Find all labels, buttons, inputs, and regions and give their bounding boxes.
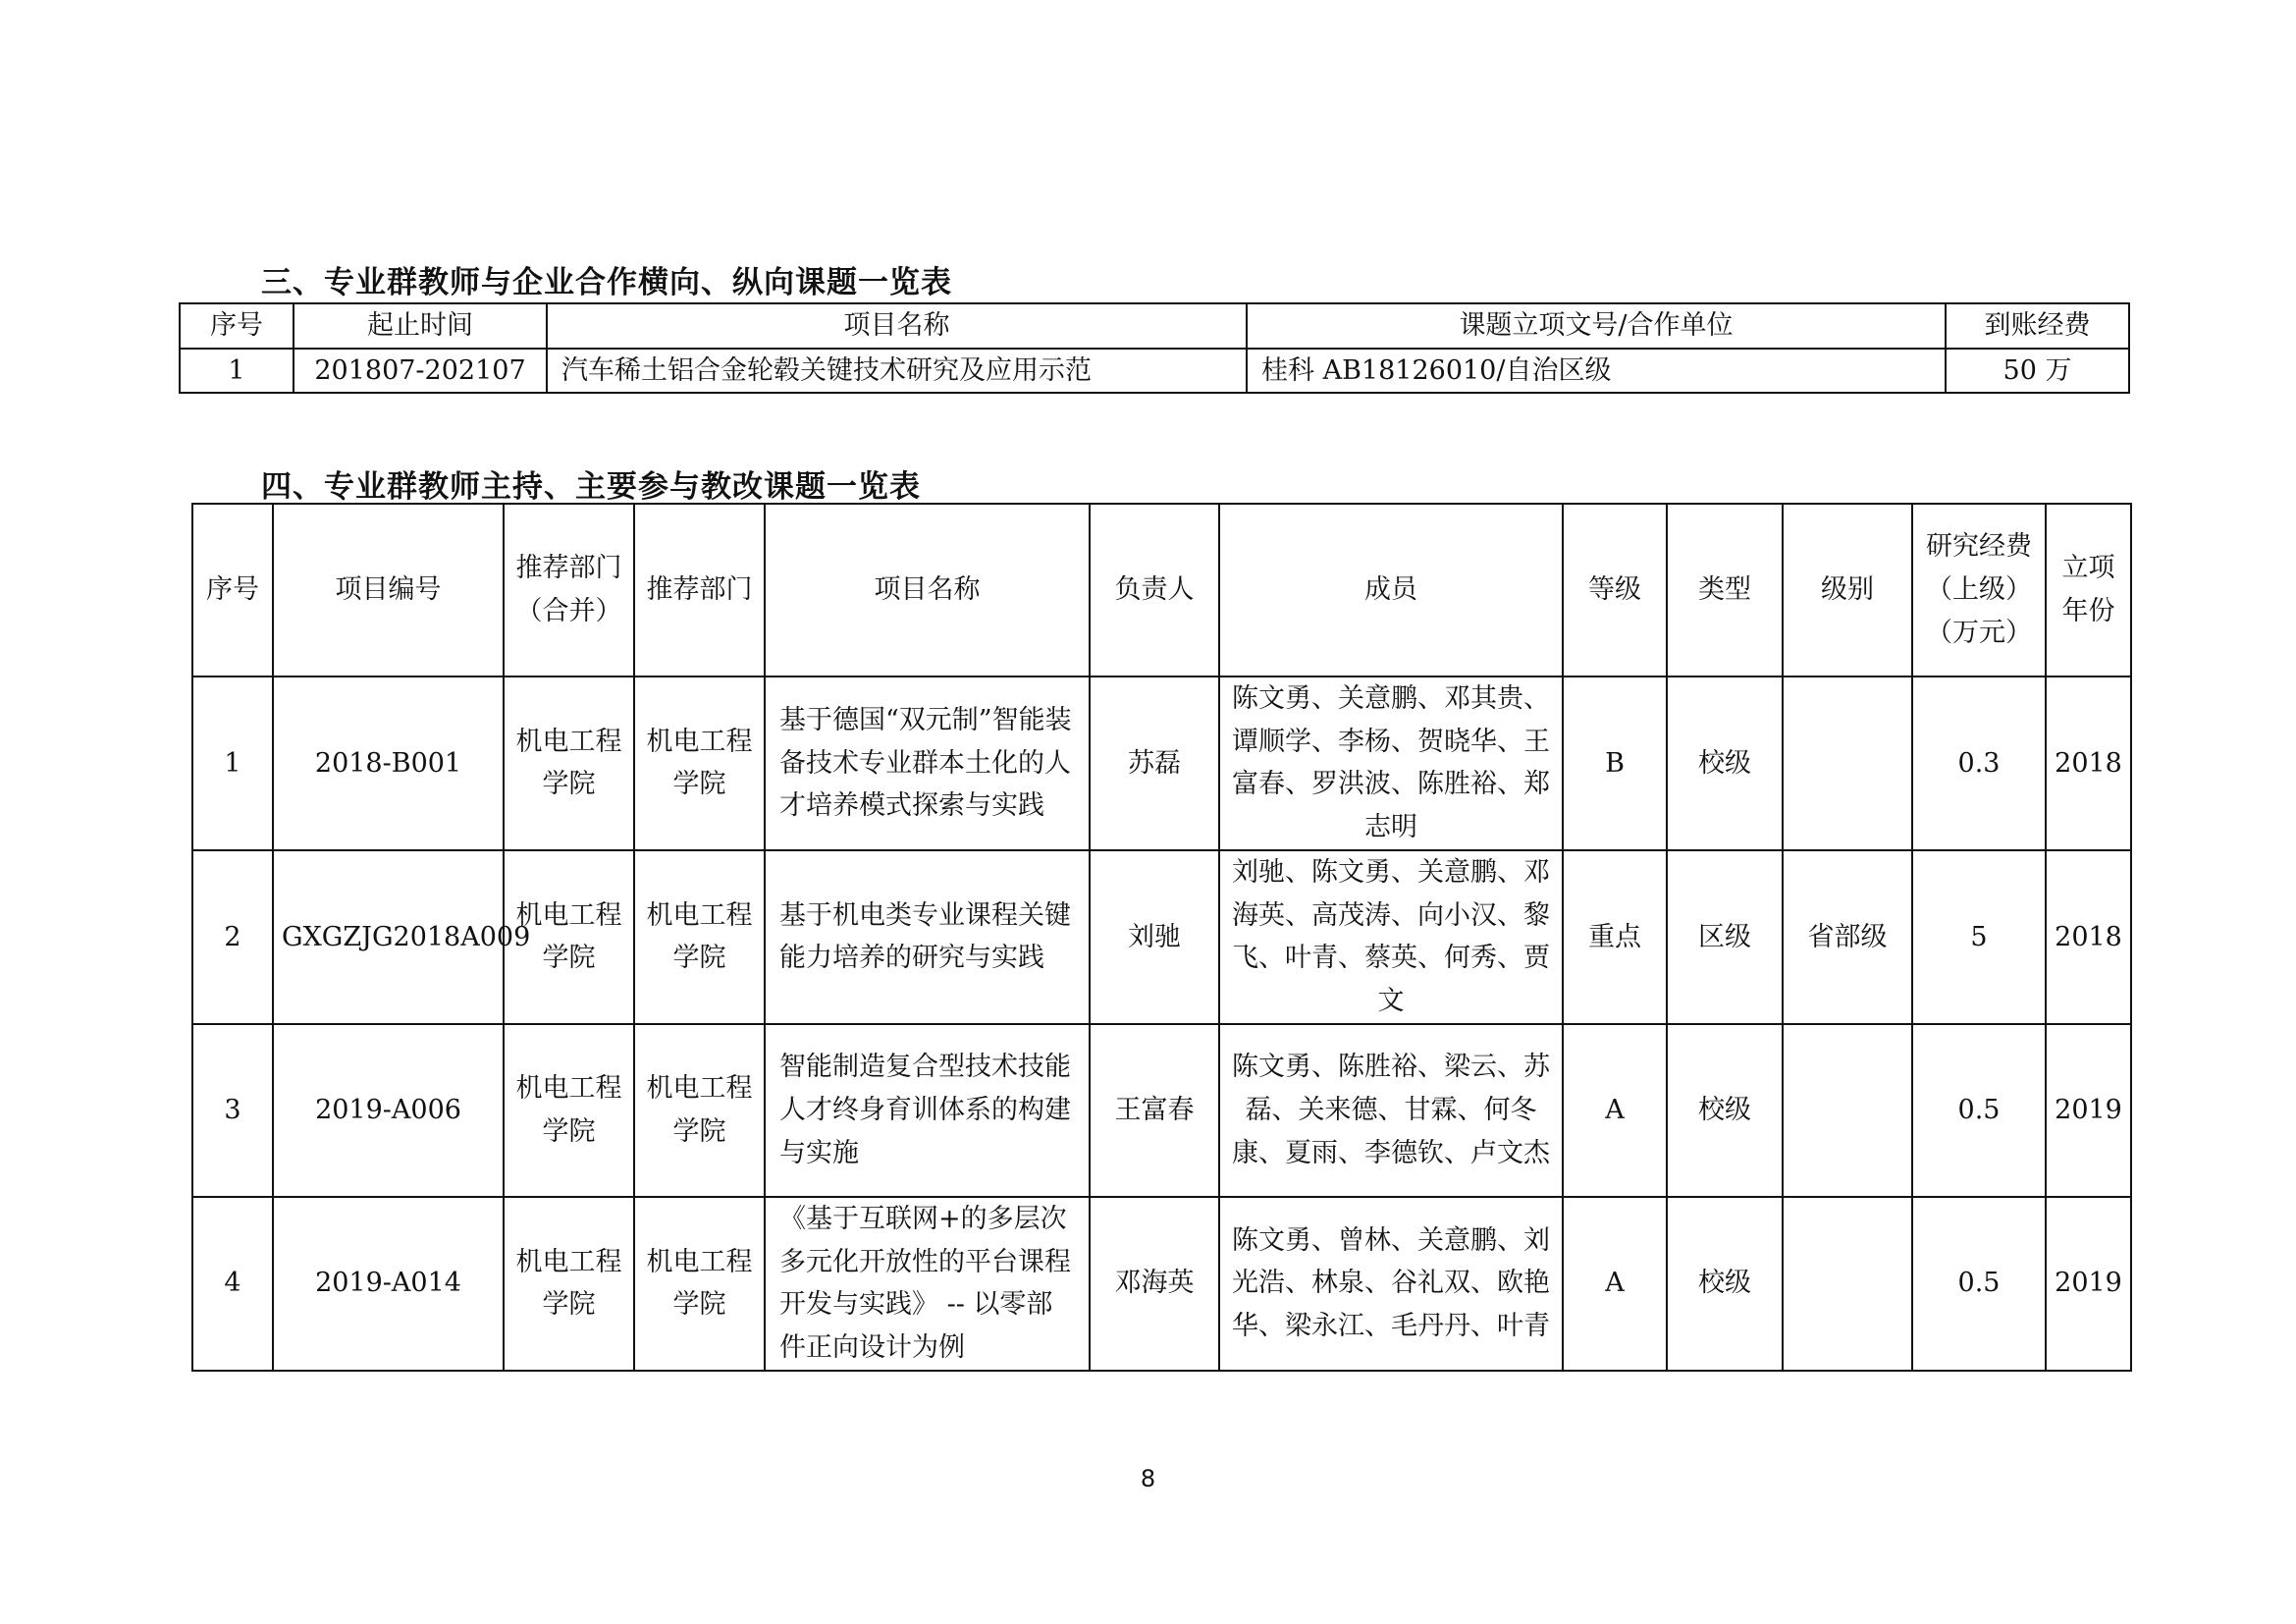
row-type: 校级	[1667, 1024, 1783, 1197]
table-row	[192, 850, 2131, 1024]
row-reference: 桂科 AB18126010/自治区级	[1247, 349, 1946, 394]
row-grade: B	[1563, 677, 1667, 850]
row-dept-merged: 机电工程学院	[504, 850, 634, 1024]
row-leader: 刘驰	[1090, 850, 1219, 1024]
row-no: 1	[180, 349, 294, 394]
section3-title: 三、专业群教师与企业合作横向、纵向课题一览表	[261, 265, 952, 300]
row-dept: 机电工程学院	[634, 1024, 765, 1197]
row-project-name: 基于机电类专业课程关键能力培养的研究与实践	[765, 850, 1090, 1024]
header-project-name: 项目名称	[547, 303, 1247, 349]
header-leader: 负责人	[1090, 504, 1219, 677]
row-project-name: 《基于互联网+的多层次多元化开放性的平台课程开发与实践》 -- 以零部件正向设计为例	[765, 1197, 1090, 1371]
header-level: 级别	[1783, 504, 1912, 677]
row-members: 陈文勇、关意鹏、邓其贵、谭顺学、李杨、贺晓华、王富春、罗洪波、陈胜裕、郑志明	[1219, 677, 1563, 850]
row-code: 2019-A006	[273, 1024, 504, 1197]
row-year: 2018	[2046, 850, 2131, 1024]
row-type: 校级	[1667, 1197, 1783, 1371]
row-members: 刘驰、陈文勇、关意鹏、邓海英、高茂涛、向小汉、黎飞、叶青、蔡英、何秀、贾文	[1219, 850, 1563, 1024]
row-year: 2019	[2046, 1024, 2131, 1197]
row-level	[1783, 1197, 1912, 1371]
header-year: 立项年份	[2046, 504, 2131, 677]
row-code: 2018-B001	[273, 677, 504, 850]
collaboration-projects-table	[179, 302, 2130, 394]
table-row	[180, 349, 2129, 394]
header-no: 序号	[192, 504, 273, 677]
row-leader: 苏磊	[1090, 677, 1219, 850]
row-type: 校级	[1667, 677, 1783, 850]
row-funds: 0.5	[1912, 1024, 2046, 1197]
row-dept-merged: 机电工程学院	[504, 1024, 634, 1197]
header-code: 项目编号	[273, 504, 504, 677]
table-row	[192, 1024, 2131, 1197]
row-code: 2019-A014	[273, 1197, 504, 1371]
row-level	[1783, 1024, 1912, 1197]
row-no: 2	[192, 850, 273, 1024]
header-reference: 课题立项文号/合作单位	[1247, 303, 1946, 349]
row-grade: A	[1563, 1197, 1667, 1371]
row-period: 201807-202107	[294, 349, 547, 394]
row-funds: 50 万	[1946, 349, 2129, 394]
row-grade: A	[1563, 1024, 1667, 1197]
row-funds: 0.3	[1912, 677, 2046, 850]
row-year: 2018	[2046, 677, 2131, 850]
row-no: 4	[192, 1197, 273, 1371]
header-project-name: 项目名称	[765, 504, 1090, 677]
row-no: 1	[192, 677, 273, 850]
row-type: 区级	[1667, 850, 1783, 1024]
row-code: GXGZJG2018A009	[273, 850, 504, 1024]
page-number: 8	[1140, 1465, 1156, 1492]
table-header-row	[192, 504, 2131, 677]
row-dept: 机电工程学院	[634, 677, 765, 850]
section4-title: 四、专业群教师主持、主要参与教改课题一览表	[261, 469, 921, 505]
row-no: 3	[192, 1024, 273, 1197]
row-dept-merged: 机电工程学院	[504, 677, 634, 850]
row-members: 陈文勇、陈胜裕、梁云、苏磊、关来德、甘霖、何冬康、夏雨、李德钦、卢文杰	[1219, 1024, 1563, 1197]
row-dept: 机电工程学院	[634, 1197, 765, 1371]
header-members: 成员	[1219, 504, 1563, 677]
row-level: 省部级	[1783, 850, 1912, 1024]
header-grade: 等级	[1563, 504, 1667, 677]
table-row	[192, 1197, 2131, 1371]
row-leader: 王富春	[1090, 1024, 1219, 1197]
header-no: 序号	[180, 303, 294, 349]
row-dept: 机电工程学院	[634, 850, 765, 1024]
header-type: 类型	[1667, 504, 1783, 677]
table-header-row	[180, 303, 2129, 349]
row-project-name: 汽车稀土铝合金轮毂关键技术研究及应用示范	[547, 349, 1247, 394]
row-members: 陈文勇、曾林、关意鹏、刘光浩、林泉、谷礼双、欧艳华、梁永江、毛丹丹、叶青	[1219, 1197, 1563, 1371]
header-funds: 研究经费（上级）（万元）	[1912, 504, 2046, 677]
row-dept-merged: 机电工程学院	[504, 1197, 634, 1371]
header-funds: 到账经费	[1946, 303, 2129, 349]
header-dept-merged: 推荐部门（合并）	[504, 504, 634, 677]
row-grade: 重点	[1563, 850, 1667, 1024]
row-level	[1783, 677, 1912, 850]
row-funds: 0.5	[1912, 1197, 2046, 1371]
teaching-reform-projects-table	[191, 503, 2132, 1372]
header-dept: 推荐部门	[634, 504, 765, 677]
row-funds: 5	[1912, 850, 2046, 1024]
row-leader: 邓海英	[1090, 1197, 1219, 1371]
table-row	[192, 677, 2131, 850]
header-period: 起止时间	[294, 303, 547, 349]
row-project-name: 智能制造复合型技术技能人才终身育训体系的构建与实施	[765, 1024, 1090, 1197]
row-project-name: 基于德国“双元制”智能装备技术专业群本土化的人才培养模式探索与实践	[765, 677, 1090, 850]
row-year: 2019	[2046, 1197, 2131, 1371]
